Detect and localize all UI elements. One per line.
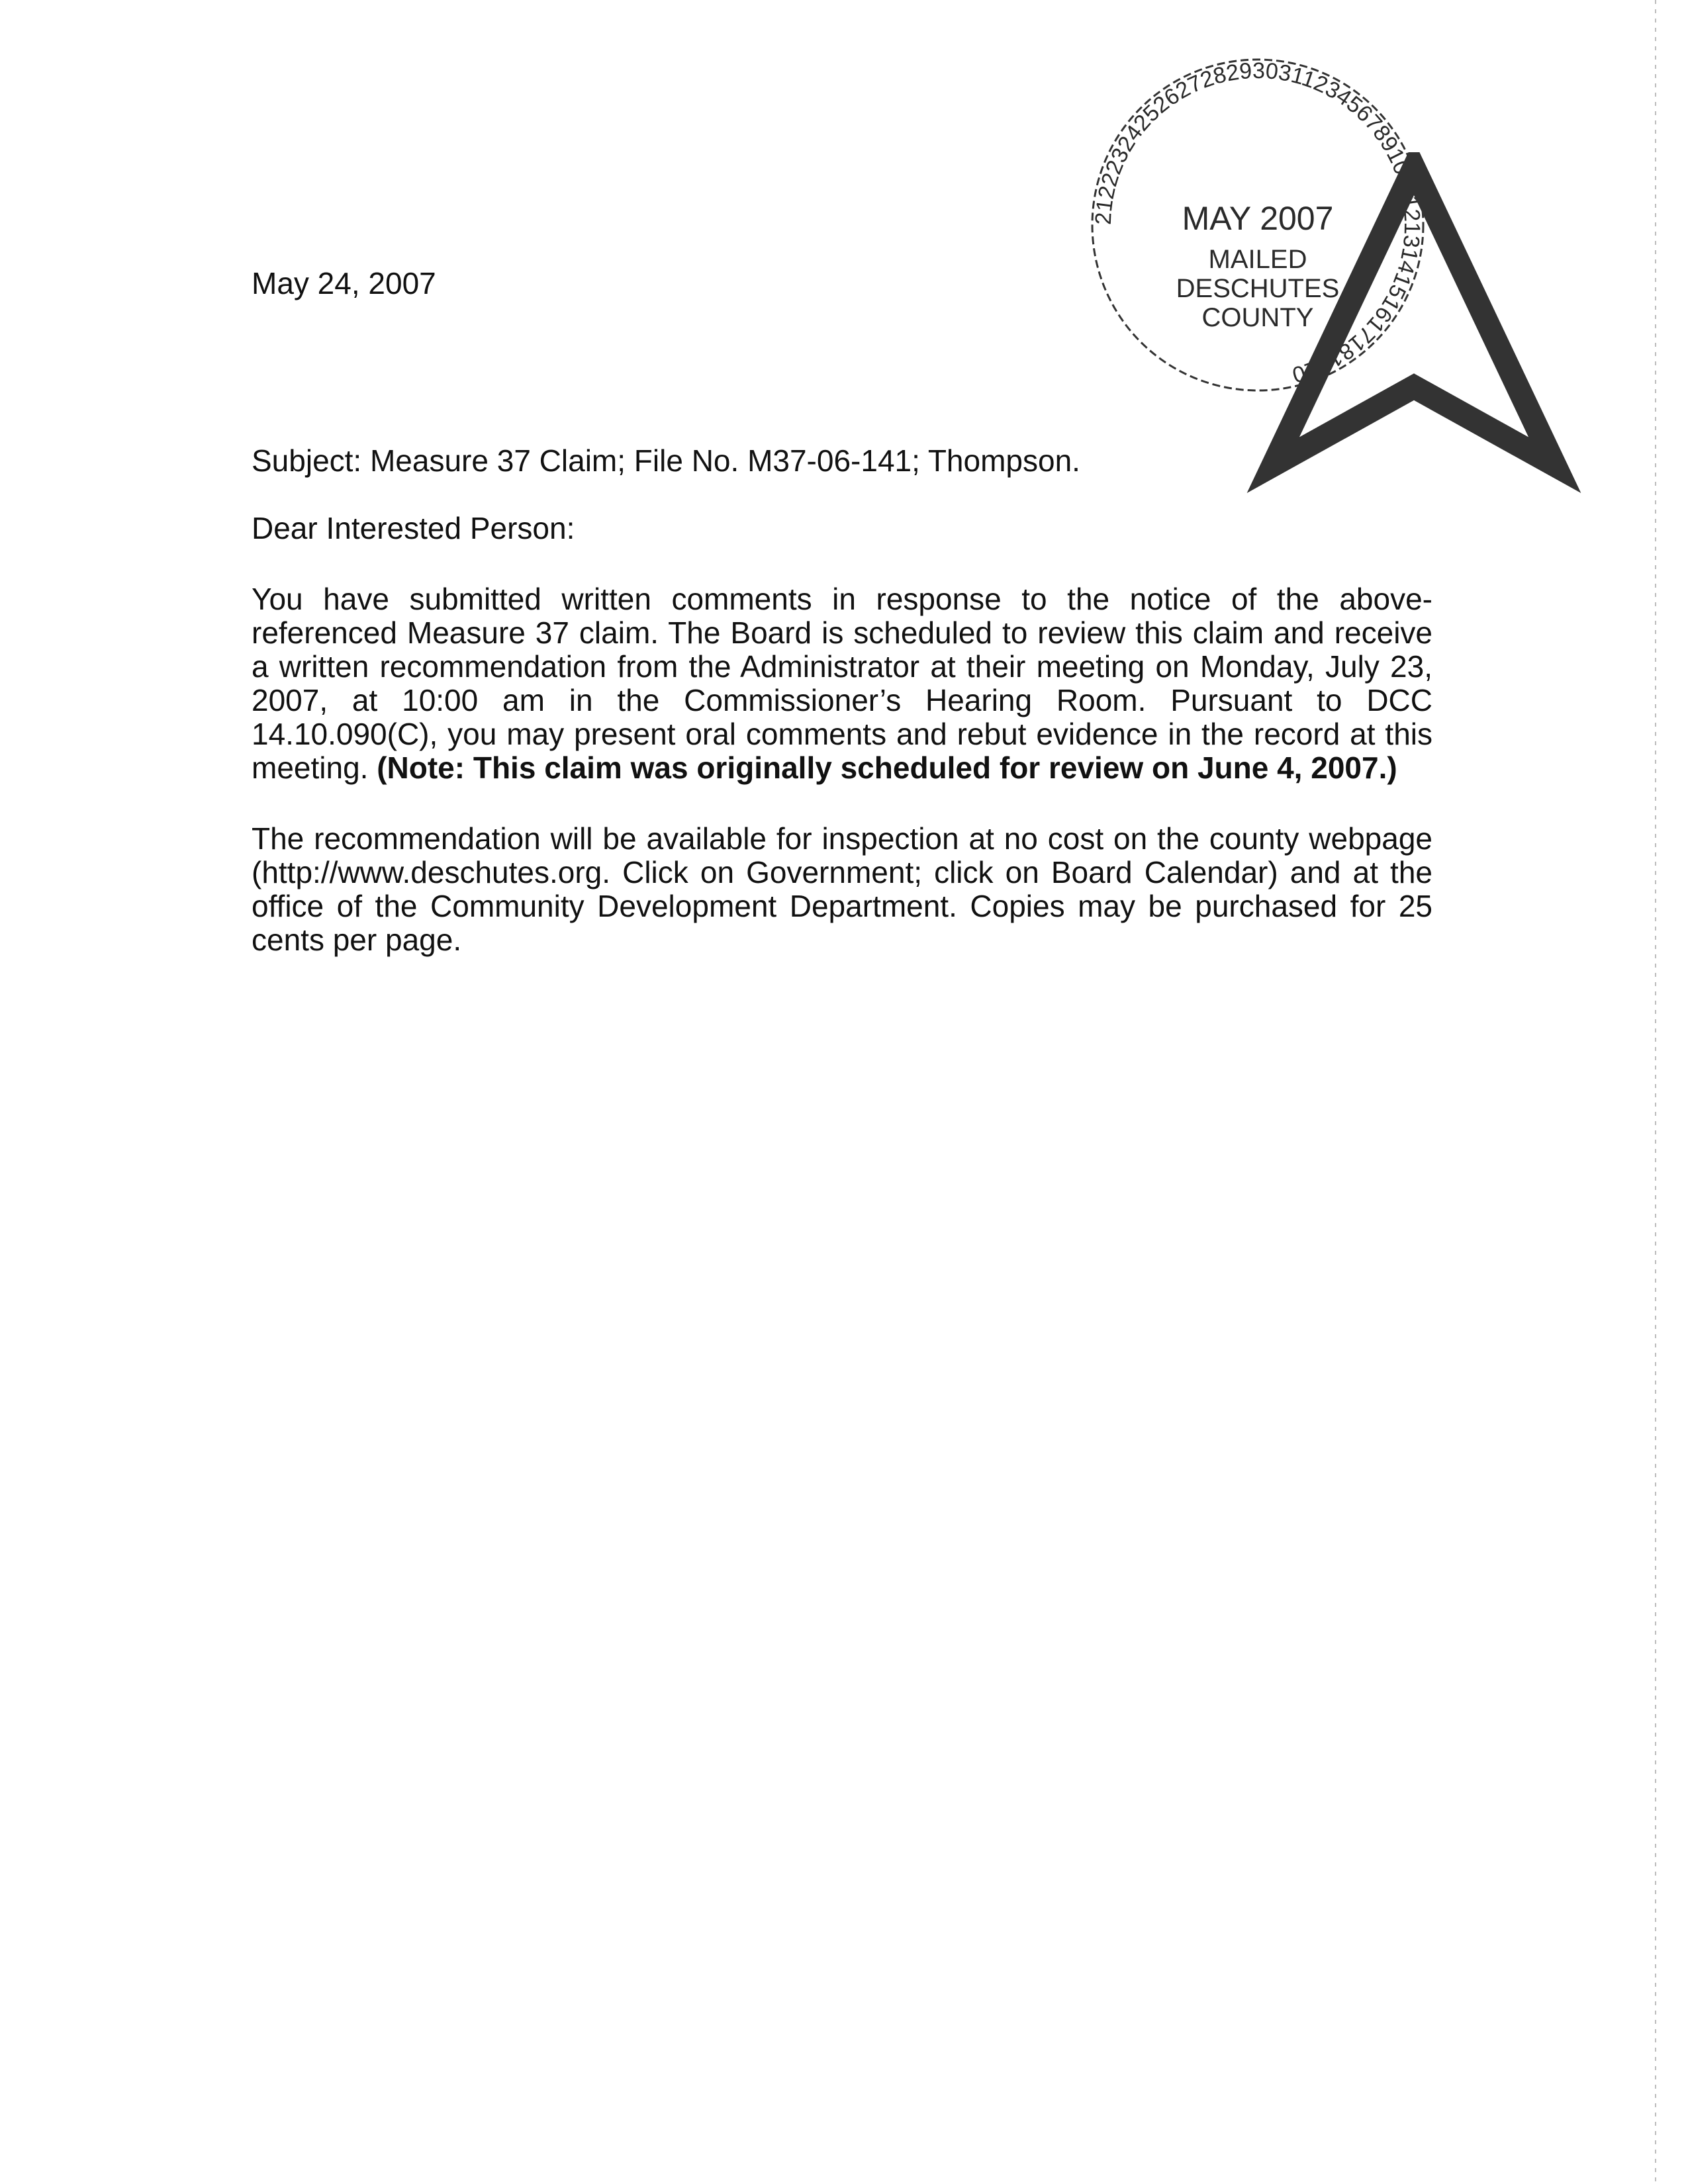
subject-line: Subject: Measure 37 Claim; File No. M37-06-141; Thompson.	[252, 443, 1080, 478]
salutation: Dear Interested Person:	[252, 511, 575, 545]
stamp-mailed: MAILED	[1208, 245, 1307, 274]
body-paragraph-2: The recommendation will be available for inspection at no cost on the county webpage (http://www.deschutes.org. Click on Government; click on Board Calendar) and at the office of the Community Development Department. Copies may be purchased for 25 cents per page.	[252, 821, 1432, 957]
stamp-county-name: DESCHUTES	[1176, 274, 1340, 303]
stamp-ring-numbers: 21222324252627282930311234567891011121314151617181920	[1090, 58, 1425, 388]
stamp-month: MAY 2007	[1182, 200, 1334, 237]
paragraph-1-text: You have submitted written comments in response to the notice of the above-referenced Measure 37 claim. The Board is scheduled to review this claim and receive a written recommendation from the Administrator at their meeting on Monday, July 23, 2007, at 10:00 am in the Commissioner’s Hearing Room. Pursuant to DCC 14.10.090(C), you may present oral comments and rebut evidence in the record at this meeting.	[252, 582, 1432, 785]
scan-margin-line	[1655, 0, 1656, 2184]
stamp-county-label: COUNTY	[1201, 303, 1314, 332]
paragraph-1-note: (Note: This claim was originally scheduled for review on June 4, 2007.)	[377, 751, 1397, 785]
letter-date: May 24, 2007	[252, 266, 436, 300]
body-paragraph-1	[252, 582, 1432, 785]
mailed-stamp	[1086, 53, 1430, 397]
